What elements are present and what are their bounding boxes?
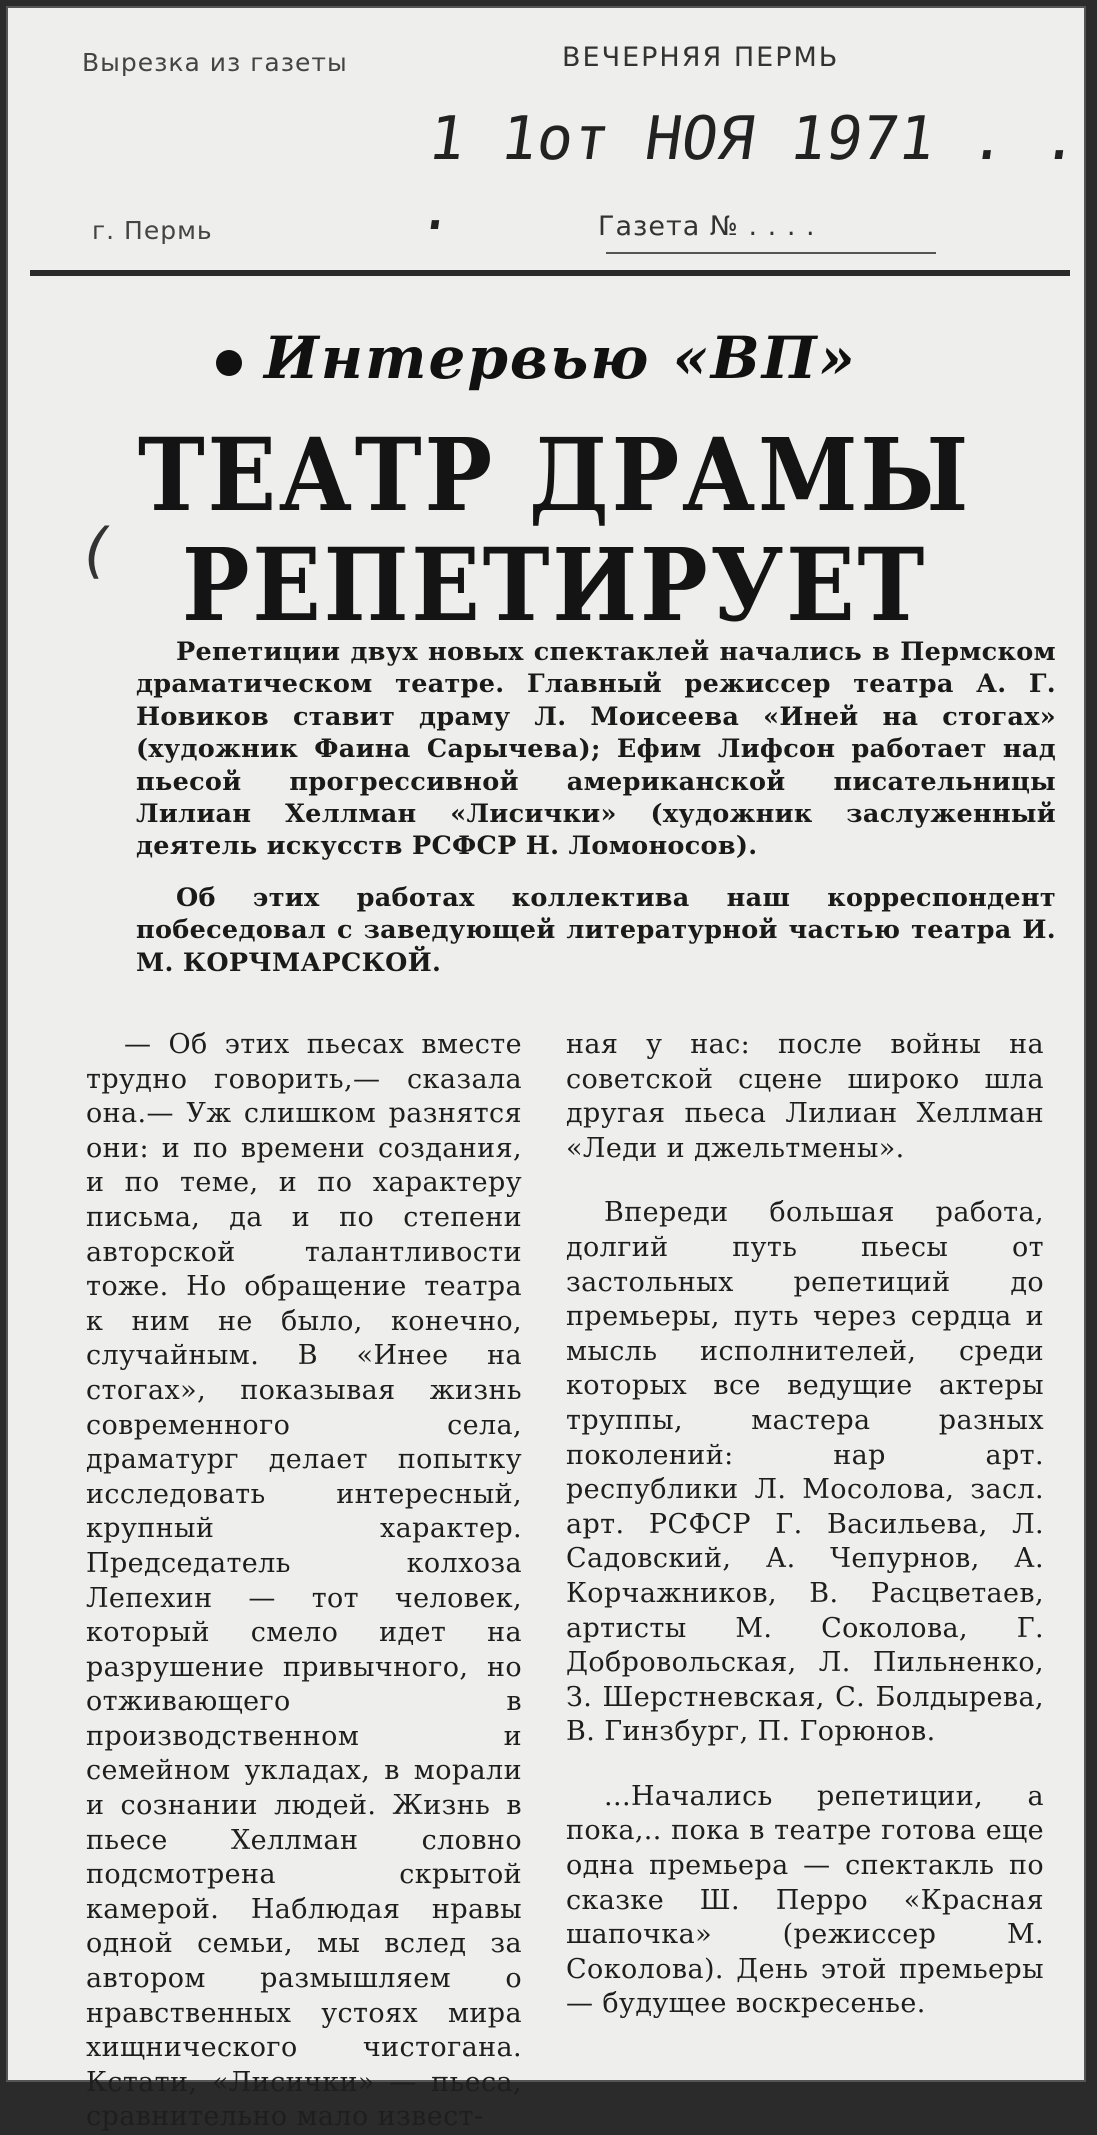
body-column-right bbox=[566, 1028, 1044, 2022]
clipping-label: Вырезка из газеты bbox=[82, 48, 348, 77]
newspaper-name: ВЕЧЕРНЯЯ ПЕРМЬ bbox=[562, 42, 840, 73]
newspaper-clipping bbox=[6, 6, 1086, 2133]
right-column-continuation: ная у нас: после войны на советской сцене широко шла другая пьеса Лилиан Хеллман «Леди и джельтмены». bbox=[566, 1029, 1044, 1164]
city-label: г. Пермь bbox=[92, 216, 213, 245]
left-column-text: — Об этих пьесах вместе трудно говорить,— сказала она.— Уж слишком разнятся они: и по времени создания, и по теме, и по характеру письма, да и по степени авторской талантливости тоже. Но обращение театра к ним не было, конечно, случайным. В «Инее на стогах», показывая жизнь современного села, драматург делает попытку исследовать интересный, крупный характер. Председатель колхоза Лепехин — тот человек, который смело идет на разрушение привычного, но отживающего в производственном и семейном укладах, в морали и сознании людей. Жизнь в пьесе Хеллман словно подсмотрена скрытой камерой. Наблюдая нравы одной семьи, мы вслед за автором размышляем о нравственных устоях мира хищнического чистогана. Кстати, «Лисички» — пьеса, сравнительно мало извест- bbox=[86, 1029, 522, 2133]
rubric bbox=[216, 324, 857, 392]
header-divider bbox=[30, 270, 1070, 276]
issue-label: Газета № . . . . bbox=[598, 211, 816, 242]
lead-paragraph-1: Репетиции двух новых спектаклей начались в Пермском драматическом театре. Главный режиссер театра А. Г. Новиков ставит драму Л. Моисеева «Иней на стогах» (художник Фаина Сарычева); Ефим Лифсон работает над пьесой прогрессивной американской писательницы Лилиан Хеллман «Лисички» (художник заслуженный деятель искусств РСФСР Н. Ломоносов). bbox=[136, 637, 1056, 862]
lead-paragraph-2: Об этих работах коллектива наш корреспондент побеседовал с заведующей литературной частью театра И. М. КОРЧМАРСКОЙ. bbox=[136, 883, 1056, 978]
issue-underline bbox=[606, 252, 936, 254]
headline-line-2: РЕПЕТИРУЕТ bbox=[181, 526, 928, 644]
rubric-text: Интервью «ВП» bbox=[264, 324, 857, 392]
date-stamp: 1 1от НОЯ 1971 . . . bbox=[414, 104, 1085, 244]
bullet-icon bbox=[216, 350, 242, 376]
body-column-left bbox=[86, 1028, 522, 2135]
right-column-paragraph-2: Впереди большая работа, долгий путь пьесы от застольных репетиций до премьеры, путь через сердца и мысль исполнителей, среди которых все ведущие актеры труппы, мастера разных поколений: нар арт. республики Л. Мосолова, засл. арт. РСФСР Г. Васильева, Л. Садовский, А. Чепурнов, А. Корчажников, В. Расцветаев, артисты М. Соколова, Г. Добровольская, Л. Пильненко, З. Шерстневская, С. Болдырева, В. Гинзбург, П. Горюнов. bbox=[566, 1197, 1044, 1748]
right-column-paragraph-3: ...Начались репетиции, а пока,.. пока в театре готова еще одна премьера — спектакль по сказке Ш. Перро «Красная шапочка» (режиссер М. Соколова). День этой премьеры — будущее воскресенье. bbox=[566, 1780, 1044, 2020]
margin-pencil-mark: ( bbox=[84, 516, 108, 586]
headline-line-1: ТЕАТР ДРАМЫ bbox=[137, 416, 972, 534]
